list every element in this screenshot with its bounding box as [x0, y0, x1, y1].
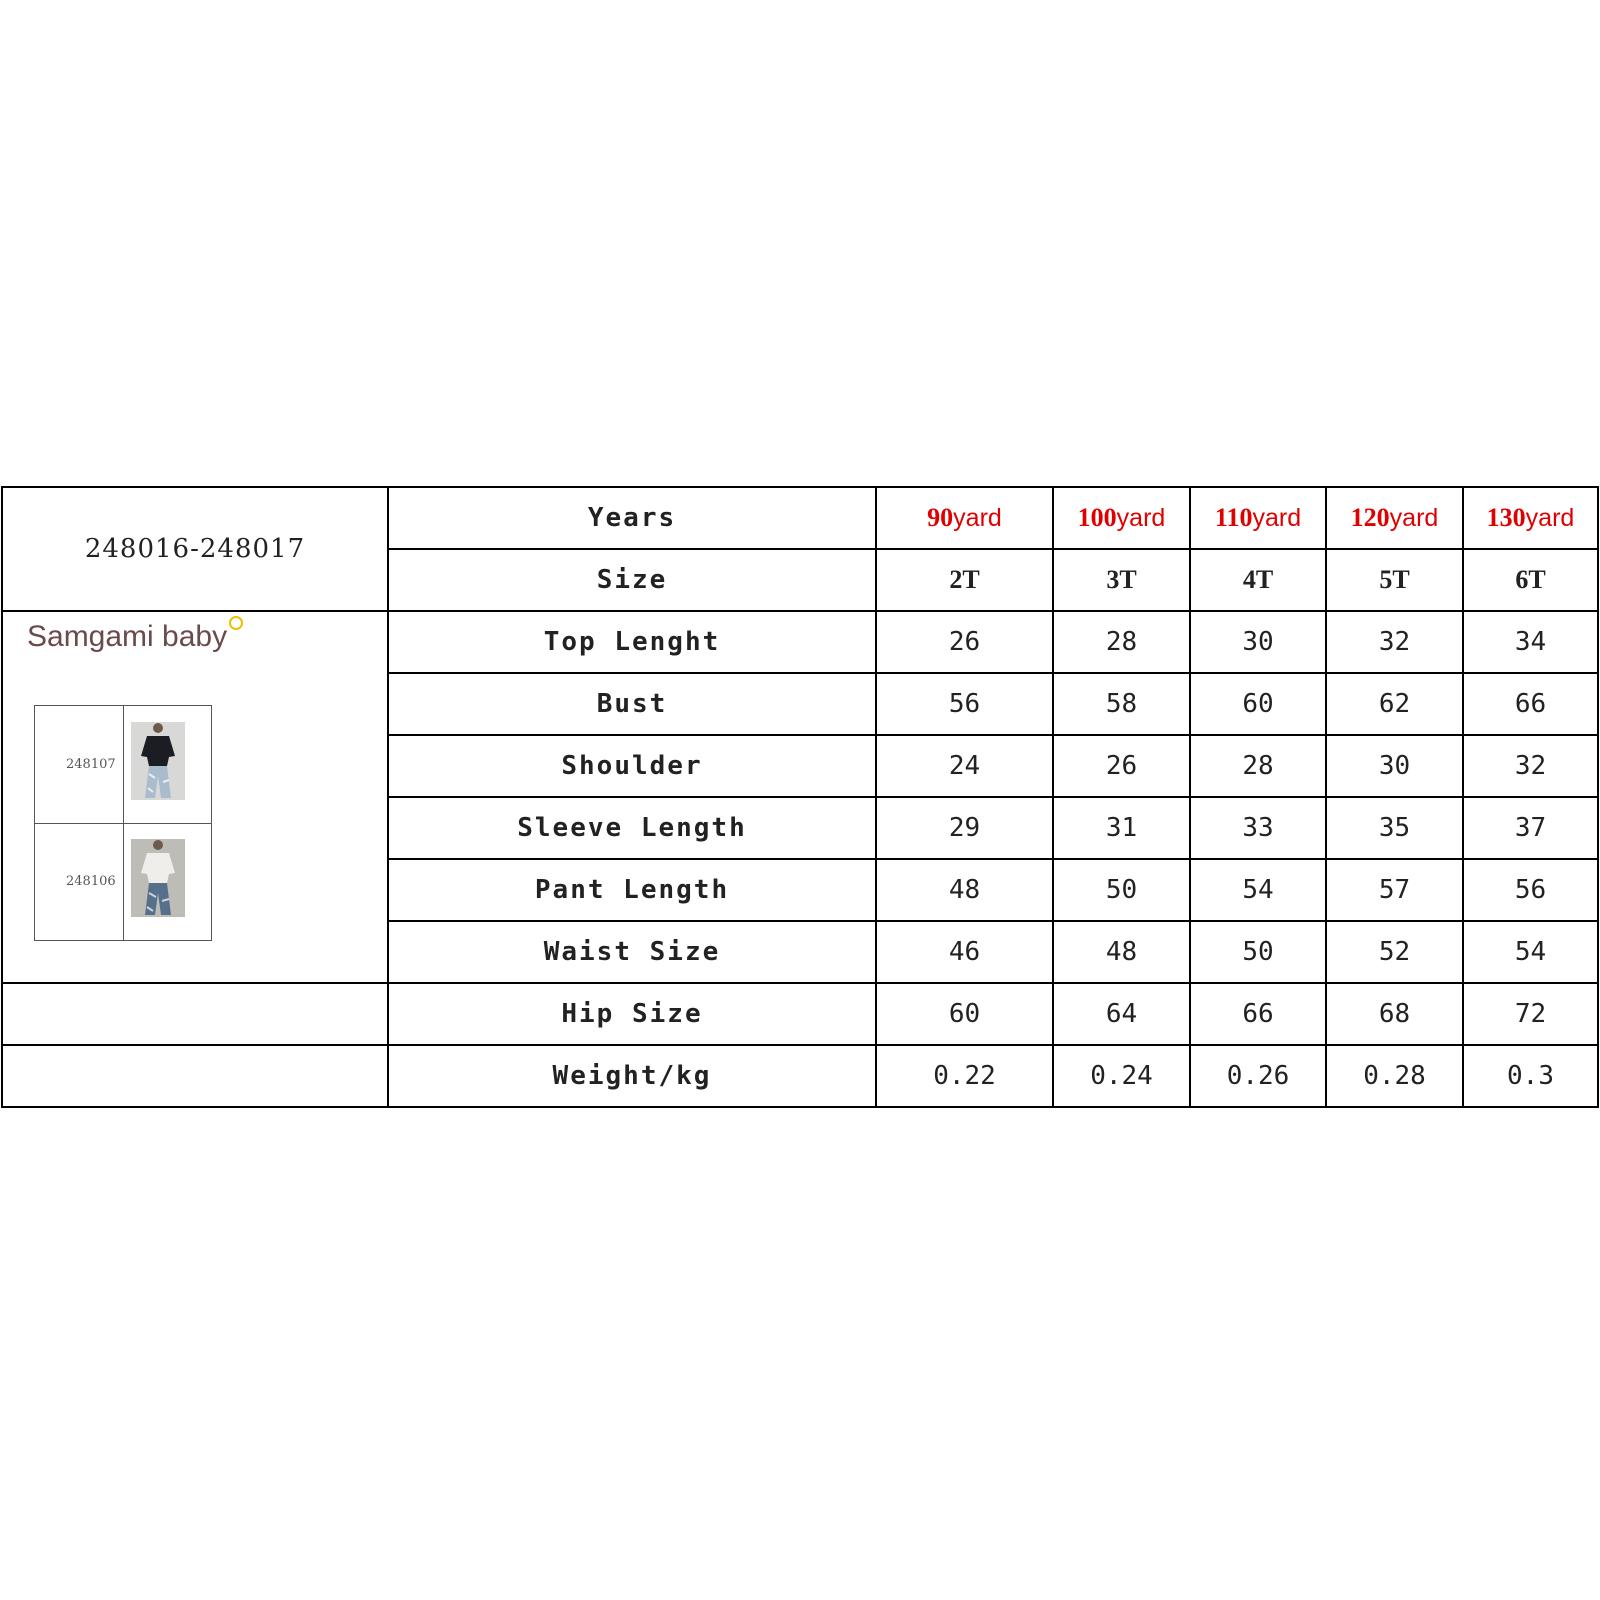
size-4t: 4T	[1190, 549, 1326, 611]
value-cell: 32	[1463, 735, 1598, 797]
value-cell: 56	[876, 673, 1053, 735]
row-label: Weight/kg	[388, 1045, 876, 1107]
value-cell: 50	[1190, 921, 1326, 983]
variant-code: 248106	[66, 874, 116, 889]
years-120: 120yard	[1326, 487, 1463, 549]
value-cell: 58	[1053, 673, 1190, 735]
row-label: Sleeve Length	[388, 797, 876, 859]
product-codes: 248016-248017	[2, 487, 388, 611]
value-cell: 0.3	[1463, 1045, 1598, 1107]
value-cell: 30	[1190, 611, 1326, 673]
value-cell: 26	[1053, 735, 1190, 797]
value-cell: 57	[1326, 859, 1463, 921]
value-cell: 0.28	[1326, 1045, 1463, 1107]
value-cell: 0.26	[1190, 1045, 1326, 1107]
years-row	[2, 487, 1598, 549]
value-cell: 35	[1326, 797, 1463, 859]
years-90: 90yard	[876, 487, 1053, 549]
value-cell: 64	[1053, 983, 1190, 1045]
size-chart-table	[1, 486, 1599, 1108]
value-cell: 26	[876, 611, 1053, 673]
value-cell: 54	[1190, 859, 1326, 921]
row-label: Shoulder	[388, 735, 876, 797]
measure-row-weight	[2, 1045, 1598, 1107]
row-label: Hip Size	[388, 983, 876, 1045]
value-cell: 33	[1190, 797, 1326, 859]
value-cell: 24	[876, 735, 1053, 797]
value-cell: 48	[876, 859, 1053, 921]
variant-grid	[34, 705, 212, 941]
outfit-white-top-jeans-photo-icon	[131, 839, 185, 917]
value-cell: 50	[1053, 859, 1190, 921]
value-cell: 31	[1053, 797, 1190, 859]
value-cell: 34	[1463, 611, 1598, 673]
measure-row-hip-size	[2, 983, 1598, 1045]
years-label: Years	[388, 487, 876, 549]
size-5t: 5T	[1326, 549, 1463, 611]
value-cell: 60	[876, 983, 1053, 1045]
value-cell: 29	[876, 797, 1053, 859]
row-label: Bust	[388, 673, 876, 735]
value-cell: 0.22	[876, 1045, 1053, 1107]
value-cell: 0.24	[1053, 1045, 1190, 1107]
row-label: Top Lenght	[388, 611, 876, 673]
value-cell: 66	[1190, 983, 1326, 1045]
value-cell: 60	[1190, 673, 1326, 735]
value-cell: 30	[1326, 735, 1463, 797]
value-cell: 54	[1463, 921, 1598, 983]
outfit-black-top-jeans-photo-icon	[131, 722, 185, 800]
years-100: 100yard	[1053, 487, 1190, 549]
value-cell: 62	[1326, 673, 1463, 735]
variant-code: 248107	[66, 757, 116, 772]
value-cell: 66	[1463, 673, 1598, 735]
row-label: Pant Length	[388, 859, 876, 921]
value-cell: 56	[1463, 859, 1598, 921]
value-cell: 32	[1326, 611, 1463, 673]
value-cell: 46	[876, 921, 1053, 983]
value-cell: 48	[1053, 921, 1190, 983]
value-cell: 68	[1326, 983, 1463, 1045]
registered-mark-icon	[229, 616, 243, 630]
brand-panel	[2, 611, 388, 983]
size-6t: 6T	[1463, 549, 1598, 611]
years-110: 110yard	[1190, 487, 1326, 549]
years-130: 130yard	[1463, 487, 1598, 549]
value-cell: 28	[1190, 735, 1326, 797]
empty-cell	[2, 1045, 388, 1107]
empty-cell	[2, 983, 388, 1045]
measure-row-top-length	[2, 611, 1598, 673]
brand-logo: Samgami baby	[27, 620, 228, 653]
row-label: Waist Size	[388, 921, 876, 983]
size-label: Size	[388, 549, 876, 611]
size-2t: 2T	[876, 549, 1053, 611]
value-cell: 52	[1326, 921, 1463, 983]
value-cell: 28	[1053, 611, 1190, 673]
value-cell: 72	[1463, 983, 1598, 1045]
size-3t: 3T	[1053, 549, 1190, 611]
value-cell: 37	[1463, 797, 1598, 859]
